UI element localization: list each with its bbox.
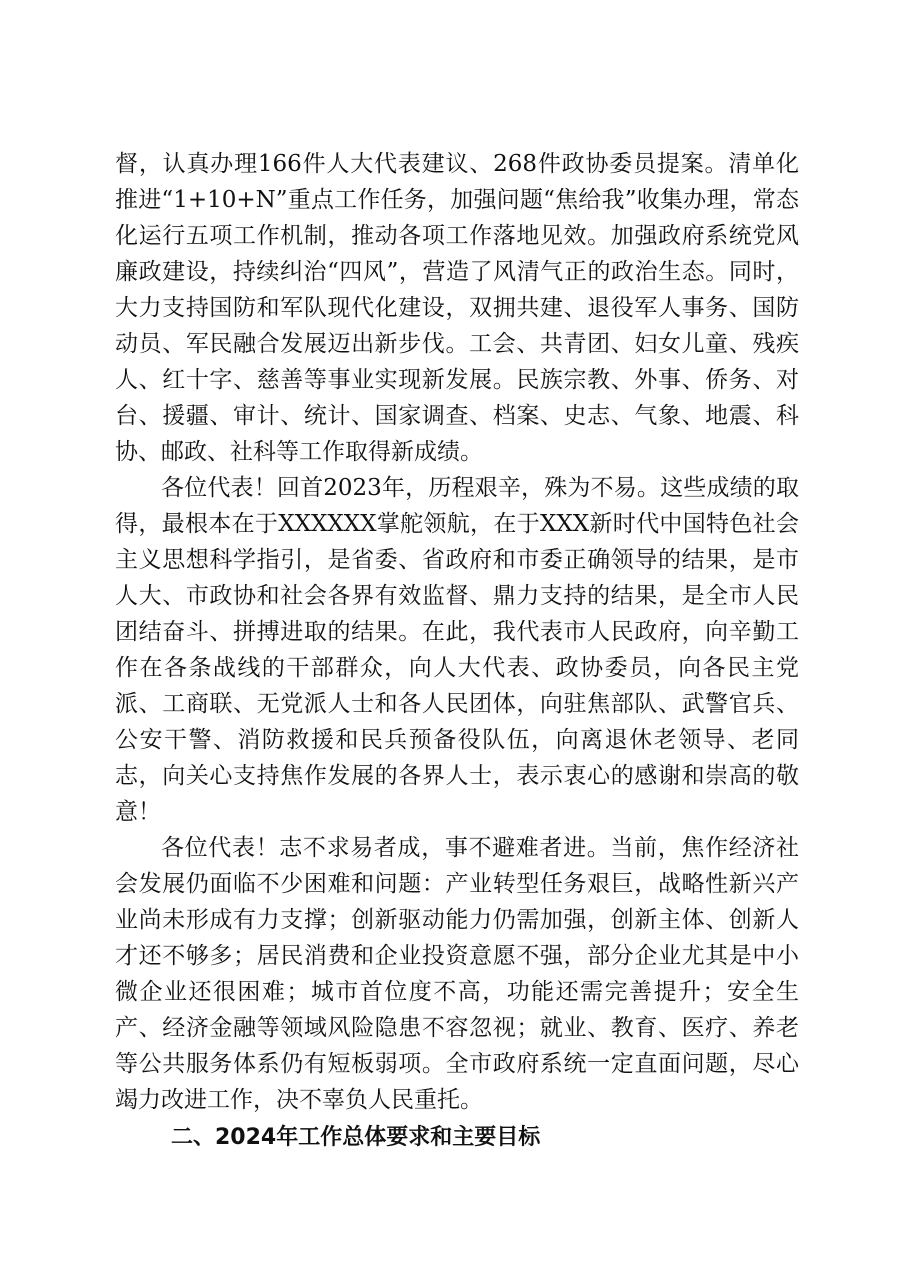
paragraph-2: 各位代表！回首2023年，历程艰辛，殊为不易。这些成绩的取得，最根本在于XXXXXX掌舵领航，在于XXX新时代中国特色社会主义思想科学指引，是省委、省政府和市委正确领导的结果，是市人大、市政协和社会各界有效监督、鼎力支持的结果，是全市人民团结奋斗、拼搏进取的结果。在此，我代表市人民政府，向辛勤工作在各条战线的干部群众，向人大代表、政协委员，向各民主党派、工商联、无党派人士和各人民团体，向驻焦部队、武警官兵、公安干警、消防救援和民兵预备役队伍，向离退休老领导、老同志，向关心支持焦作发展的各界人士，表示衷心的感谢和崇高的敬意！ xyxy=(115,475,799,825)
section-heading: 二、2024年工作总体要求和主要目标 xyxy=(171,1125,541,1150)
document-body xyxy=(115,146,799,1156)
paragraph-1: 督，认真办理166件人大代表建议、268件政协委员提案。清单化推进“1+10+N”重点工作任务，加强问题“焦给我”收集办理，常态化运行五项工作机制，推动各项工作落地见效。加强政府系统党风廉政建设，持续纠治“四风”，营造了风清气正的政治生态。同时，大力支持国防和军队现代化建设，双拥共建、退役军人事务、国防动员、军民融合发展迈出新步伐。工会、共青团、妇女儿童、残疾人、红十字、慈善等事业实现新发展。民族宗教、外事、侨务、对台、援疆、审计、统计、国家调查、档案、史志、气象、地震、科协、邮政、社科等工作取得新成绩。 xyxy=(115,151,799,465)
paragraph-3: 各位代表！志不求易者成，事不避难者进。当前，焦作经济社会发展仍面临不少困难和问题：产业转型任务艰巨，战略性新兴产业尚未形成有力支撑；创新驱动能力仍需加强，创新主体、创新人才还不够多；居民消费和企业投资意愿不强，部分企业尤其是中小微企业还很困难；城市首位度不高，功能还需完善提升；安全生产、经济金融等领域风险隐患不容忽视；就业、教育、医疗、养老等公共服务体系仍有短板弱项。全市政府系统一定直面问题，尽心竭力改进工作，决不辜负人民重托。 xyxy=(115,835,799,1113)
